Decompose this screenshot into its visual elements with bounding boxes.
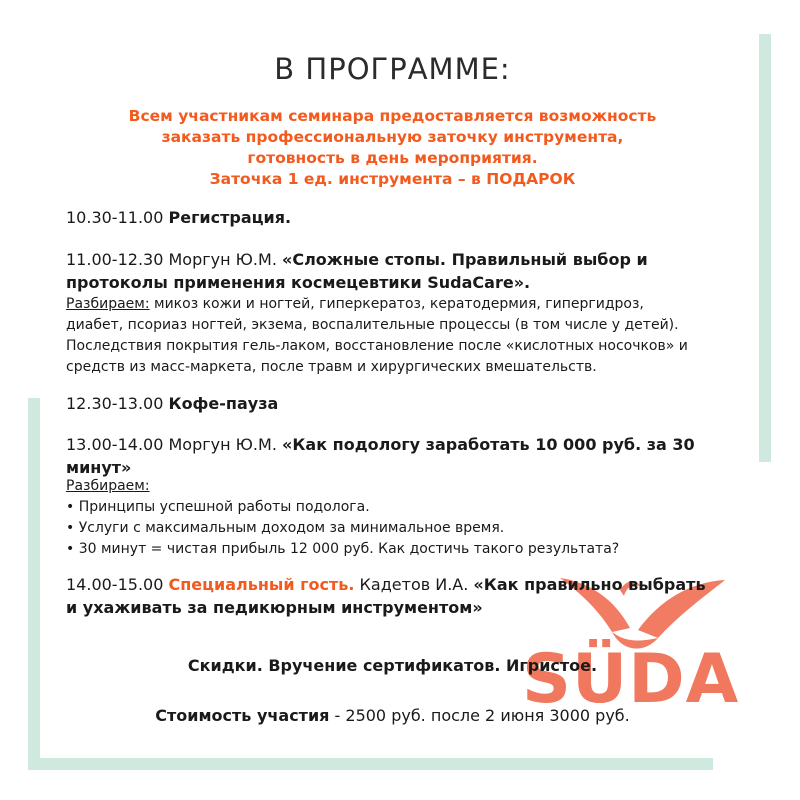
details-label: Разбираем:	[66, 296, 150, 312]
registration-item	[66, 206, 756, 229]
frame-right-bar	[759, 34, 771, 462]
session2-details-label	[66, 476, 766, 497]
promo-line: Всем участникам семинара предоставляется возможность	[128, 107, 657, 125]
closing-line	[0, 656, 785, 675]
suda-logo-text: SÜDA	[522, 640, 740, 719]
item-title: «Как правильно выбрать	[473, 575, 706, 594]
bullet-item: • Услуги с максимальным доходом за минимальное время.	[66, 520, 505, 536]
time: 10.30-11.00	[66, 208, 164, 227]
time: 14.00-15.00	[66, 575, 164, 594]
item-title: «Как подологу заработать 10 000 руб. за 30	[282, 435, 695, 454]
page-title: В ПРОГРАММЕ:	[274, 52, 511, 86]
coffee-item	[66, 392, 756, 415]
speaker: Кадетов И.А.	[359, 575, 469, 594]
session3-title-line1	[66, 573, 756, 596]
item-title: Кофе-пауза	[168, 394, 279, 413]
speaker: Моргун Ю.М.	[168, 435, 277, 454]
time: 11.00-12.30	[66, 250, 164, 269]
time: 13.00-14.00	[66, 435, 164, 454]
frame-bottom-bar	[28, 758, 713, 770]
promo-line: готовность в день мероприятия.	[247, 149, 538, 167]
price-label: Стоимость участия	[155, 706, 330, 725]
session1-details-line3: Последствия покрытия гель-лаком, восстановление после «кислотных носочков» и	[66, 338, 688, 354]
session1-details-line1	[66, 294, 766, 315]
time: 12.30-13.00	[66, 394, 164, 413]
promo-line: Заточка 1 ед. инструмента – в ПОДАРОК	[209, 170, 576, 188]
item-title: Регистрация.	[168, 208, 292, 227]
price-line	[0, 706, 785, 725]
bullet-item: • 30 минут = чистая прибыль 12 000 руб. Как достичь такого результата?	[66, 541, 620, 557]
promo-block	[0, 106, 785, 190]
session1-details-line4: средств из масс-маркета, после травм и хирургических вмешательств.	[66, 359, 597, 375]
details-text: микоз кожи и ногтей, гиперкератоз, кератодермия, гипергидроз,	[154, 296, 644, 312]
item-title: и ухаживать за педикюрным инструментом»	[66, 598, 483, 617]
promo-line: заказать профессиональную заточку инструмента,	[161, 128, 624, 146]
session2-title-line1	[66, 433, 756, 456]
bullet-item: • Принципы успешной работы подолога.	[66, 499, 370, 515]
details-label: Разбираем:	[66, 478, 150, 494]
session1-details-line2: диабет, псориаз ногтей, экзема, воспалительные процессы (в том числе у детей).	[66, 317, 679, 333]
closing-text: Скидки. Вручение сертификатов. Игристое.	[187, 656, 598, 675]
special-guest-label: Специальный гость.	[168, 575, 355, 594]
session1-title-line1	[66, 248, 756, 271]
item-title: минут»	[66, 458, 132, 477]
item-title: протоколы применения космецевтики SudaCare».	[66, 273, 531, 292]
session3-title-line2	[66, 596, 756, 619]
session1-title-line2	[66, 271, 756, 294]
speaker: Моргун Ю.М.	[168, 250, 277, 269]
price-text: - 2500 руб. после 2 июня 3000 руб.	[329, 706, 630, 725]
item-title: «Сложные стопы. Правильный выбор и	[282, 250, 648, 269]
